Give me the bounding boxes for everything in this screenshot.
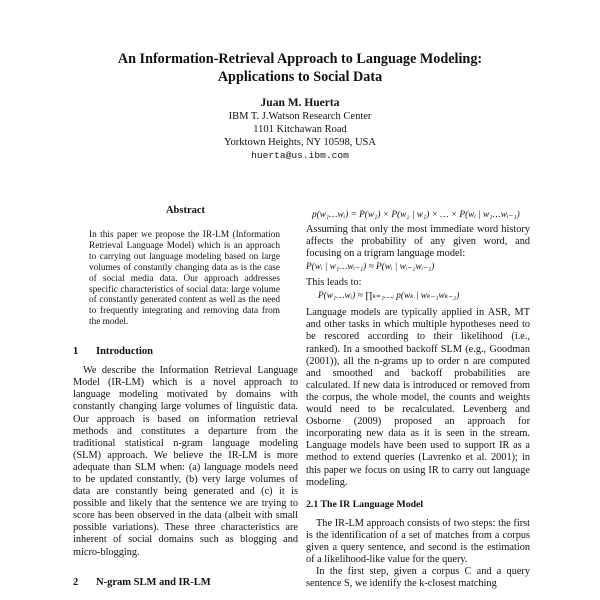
- equation-trigram: P(wᵢ | w₁…wᵢ₋₁) ≈ P(wᵢ | wᵢ₋₂wᵢ₋₁): [306, 262, 435, 273]
- section-2-title: N-gram SLM and IR-LM: [96, 576, 211, 588]
- section-1-title: Introduction: [96, 346, 153, 358]
- author-block: [150, 97, 450, 162]
- leads-to-text: This leads to:: [306, 277, 362, 289]
- title-line-2: Applications to Social Data: [217, 69, 383, 85]
- abstract-heading: Abstract: [165, 205, 206, 216]
- left-column: [73, 205, 298, 596]
- title-line-1: An Information-Retrieval Approach to Language Modeling:: [117, 51, 483, 67]
- affiliation: IBM T. J.Watson Research Center: [228, 111, 372, 122]
- paragraph-irlm-steps: The IR-LM approach consists of two steps: the first is the identification of a set of matches from a corpus given a query sentence, and second is the estimation of a likelihood-like value for the query.: [306, 517, 530, 565]
- author-name: Juan M. Huerta: [260, 97, 340, 109]
- right-column: [306, 209, 530, 590]
- paper-title: [60, 50, 540, 86]
- section-1-heading: [73, 346, 298, 357]
- author-email: huerta@us.ibm.com: [251, 150, 349, 161]
- section-2-heading: [73, 577, 298, 588]
- address-line-1: 1101 Kitchawan Road: [253, 124, 347, 135]
- paragraph-assuming: Assuming that only the most immediate word history affects the probability of any given word, and focusing on a trigram language model:: [306, 224, 530, 260]
- equation-chain-rule: p(w₁…wᵢ) = P(w₁) × P(w₂ | w₁) × … × P(wᵢ | w₁…wᵢ₋₁): [312, 210, 520, 220]
- paragraph-language-models: Language models are typically applied in ASR, MT and other tasks in which multiple hypotheses need to be rescored according to their likelihood (i.e., ranked). In a smoothed backoff SLM (e.g., Goodman (2001)), all the n-grams up to order n are computed and smoothed and backoff probabilities are calculated. If new data is introduced or removed from the corpus, the whole model, the counts and weights would need to be recalculated. Levenberg and Osborne (2009) proposed an approach for incorporating new data as it is seen in the stream. Language models have been used to support IR as a method to extend queries (Lavrenko et al. 2001); in this paper we focus on using IR to carry out language modeling.: [306, 307, 530, 488]
- subsection-2-1-heading: 2.1 The IR Language Model: [306, 498, 424, 510]
- section-2-number: 2: [73, 576, 79, 588]
- section-1-number: 1: [73, 346, 79, 358]
- paragraph-first-step: In the first step, given a corpus C and a query sentence S, we identify the k-closest matching: [306, 566, 530, 590]
- section-1-body: We describe the Information Retrieval Language Model (IR-LM) which is a novel approach to language modeling motivated by domains with constantly changing large volumes of linguistic data. Our approach is based on information retrieval methods and constitutes a departure from the traditional statistical n-gram language modeling (SLM) approach. We believe the IR-LM is more adequate than SLM when: (a) language models need to be updated constantly, (b) very large volumes of data are constantly being generated and (c) it is possible and likely that the sentence we are trying to score has been observed in the data (albeit with small possible variations). These three characteristics are inherent of social domains such as blogging and micro-blogging.: [73, 365, 298, 558]
- equation-product: P(w₁…wᵢ) ≈ ∏ₖ₌₁…ᵢ p(wₖ | wₖ₋₁wₖ₋₂): [318, 291, 460, 302]
- abstract-body: In this paper we propose the IR-LM (Information Retrieval Language Model) which is an approach to carrying out language modeling based on large volumes of constantly changing data as is the case of social media data. Our approach addresses specific characteristics of social data: large volume of constantly generated content as well as the need to frequently integrating and removing data from the model.: [89, 230, 280, 328]
- address-line-2: Yorktown Heights, NY 10598, USA: [224, 137, 376, 148]
